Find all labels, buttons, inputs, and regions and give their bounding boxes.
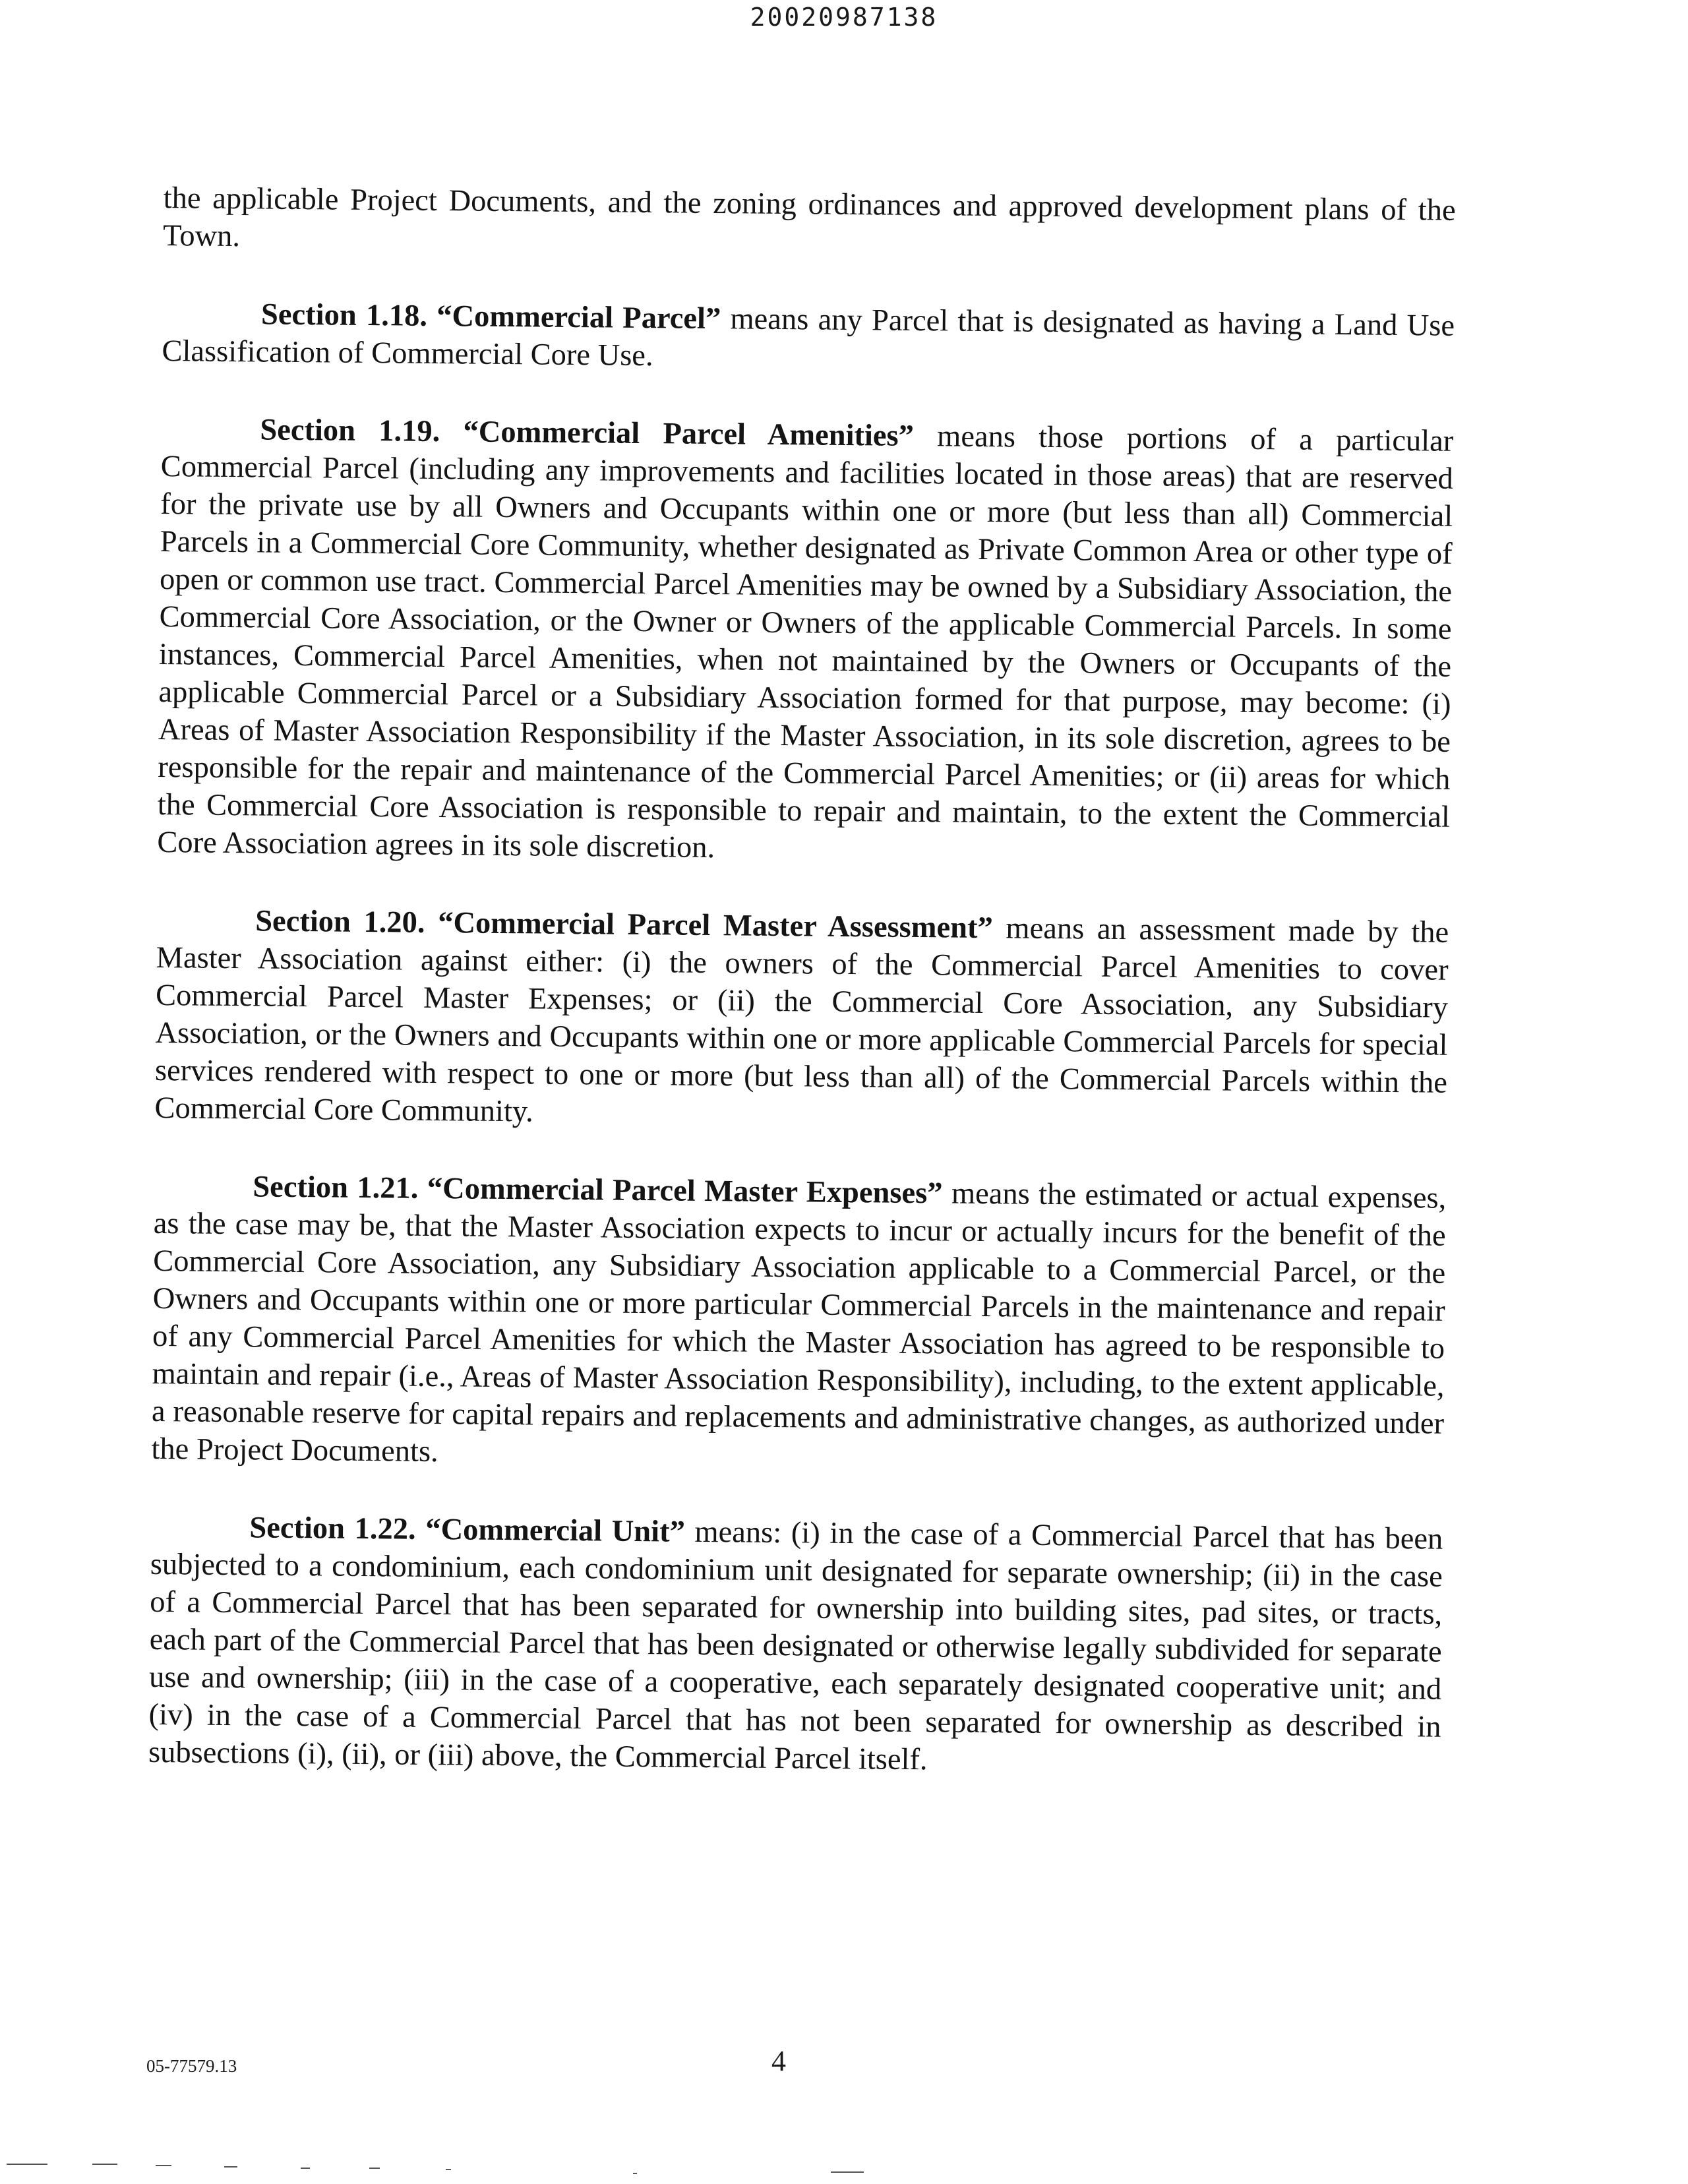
scan-artifact-marks: [0, 2156, 1688, 2183]
defined-term: “Commercial Parcel Master Assessment”: [437, 906, 994, 946]
section-label: Section 1.18.: [260, 297, 428, 333]
document-body: [148, 179, 1456, 1824]
section-1-20: [154, 901, 1449, 1139]
section-label: Section 1.19.: [260, 413, 440, 449]
page-number: 4: [771, 2045, 786, 2077]
section-text: means the estimated or actual expenses, as the case may be, that the Master Association expects to incur or actually incurs for the benefit of the Commercial Core Association, any Subsidiary Association applicable to a Commercial Parcel, or the Owners and Occupants within one or more particular Commercial Parcels in the maintenance and repair of any Commercial Parcel Amenities for which the Master Association has agreed to be responsible to maintain and repair (i.e., Areas of Master Association Responsibility), including, to the extent applicable, a reasonable reserve for capital repairs and replacements and administrative changes, as authorized under the Project Documents.: [151, 1176, 1447, 1469]
section-label: Section 1.21.: [253, 1170, 419, 1205]
defined-term: “Commercial Parcel”: [437, 299, 721, 336]
section-label: Section 1.20.: [255, 904, 425, 940]
document-number: 20020987138: [750, 3, 938, 32]
footer-document-id: 05-77579.13: [146, 2056, 237, 2076]
section-text: means any Parcel that is designated as having a Land Use Classification of Commercial Core Use.: [162, 302, 1455, 373]
continuation-paragraph: the applicable Project Documents, and the zoning ordinances and approved development plans of the Town.: [162, 181, 1456, 254]
section-1-18: [162, 295, 1455, 382]
defined-term: “Commercial Parcel Amenities”: [463, 415, 915, 453]
defined-term: “Commercial Unit”: [425, 1512, 686, 1549]
section-text: means an assessment made by the Master Association against either: (i) the owners of the Commercial Parcel Amenities to cover Commercial Parcel Master Expenses; or (ii) the Commercial Core Association, any Subsidiary Association, or the Owners and Occupants within one or more applicable Commercial Parcels for special services rendered with respect to one or more (but less than all) of the Commercial Parcels within the Commercial Core Community.: [154, 911, 1449, 1129]
section-1-19: [157, 410, 1453, 874]
section-1-22: [148, 1508, 1443, 1784]
section-text: means: (i) in the case of a Commercial Parcel that has been subjected to a condominium, each condominium unit designated for separate ownership; (ii) in the case of a Commercial Parcel that has been separated for ownership into building sites, pad sites, or tracts, each part of the Commercial Parcel that has been designated or otherwise legally subdivided for separate use and ownership; (iii) in the case of a cooperative, each separately designated cooperative unit; and (iv) in the case of a Commercial Parcel that has not been separated for ownership as described in subsections (i), (ii), or (iii) above, the Commercial Parcel itself.: [148, 1515, 1443, 1777]
section-text: means those portions of a particular Commercial Parcel (including any improvements and facilities located in those areas) that are reserved for the private use by all Owners and Occupants within one or more (but less than all) Commercial Parcels in a Commercial Core Community, whether designated as Private Common Area or other type of open or common use tract. Commercial Parcel Amenities may be owned by a Subsidiary Association, the Commercial Core Association, or the Owner or Owners of the applicable Commercial Parcels. In some instances, Commercial Parcel Amenities, when not maintained by the Owners or Occupants of the applicable Commercial Parcel or a Subsidiary Association formed for that purpose, may become: (i) Areas of Master Association Responsibility if the Master Association, in its sole discretion, agrees to be responsible for the repair and maintenance of the Commercial Parcel Amenities; or (ii) areas for which the Commercial Core Association is responsible to repair and maintain, to the extent the Commercial Core Association agrees in its sole discretion.: [157, 419, 1454, 865]
defined-term: “Commercial Parcel Master Expenses”: [427, 1171, 943, 1211]
section-label: Section 1.22.: [249, 1511, 416, 1546]
section-1-21: [151, 1167, 1446, 1480]
